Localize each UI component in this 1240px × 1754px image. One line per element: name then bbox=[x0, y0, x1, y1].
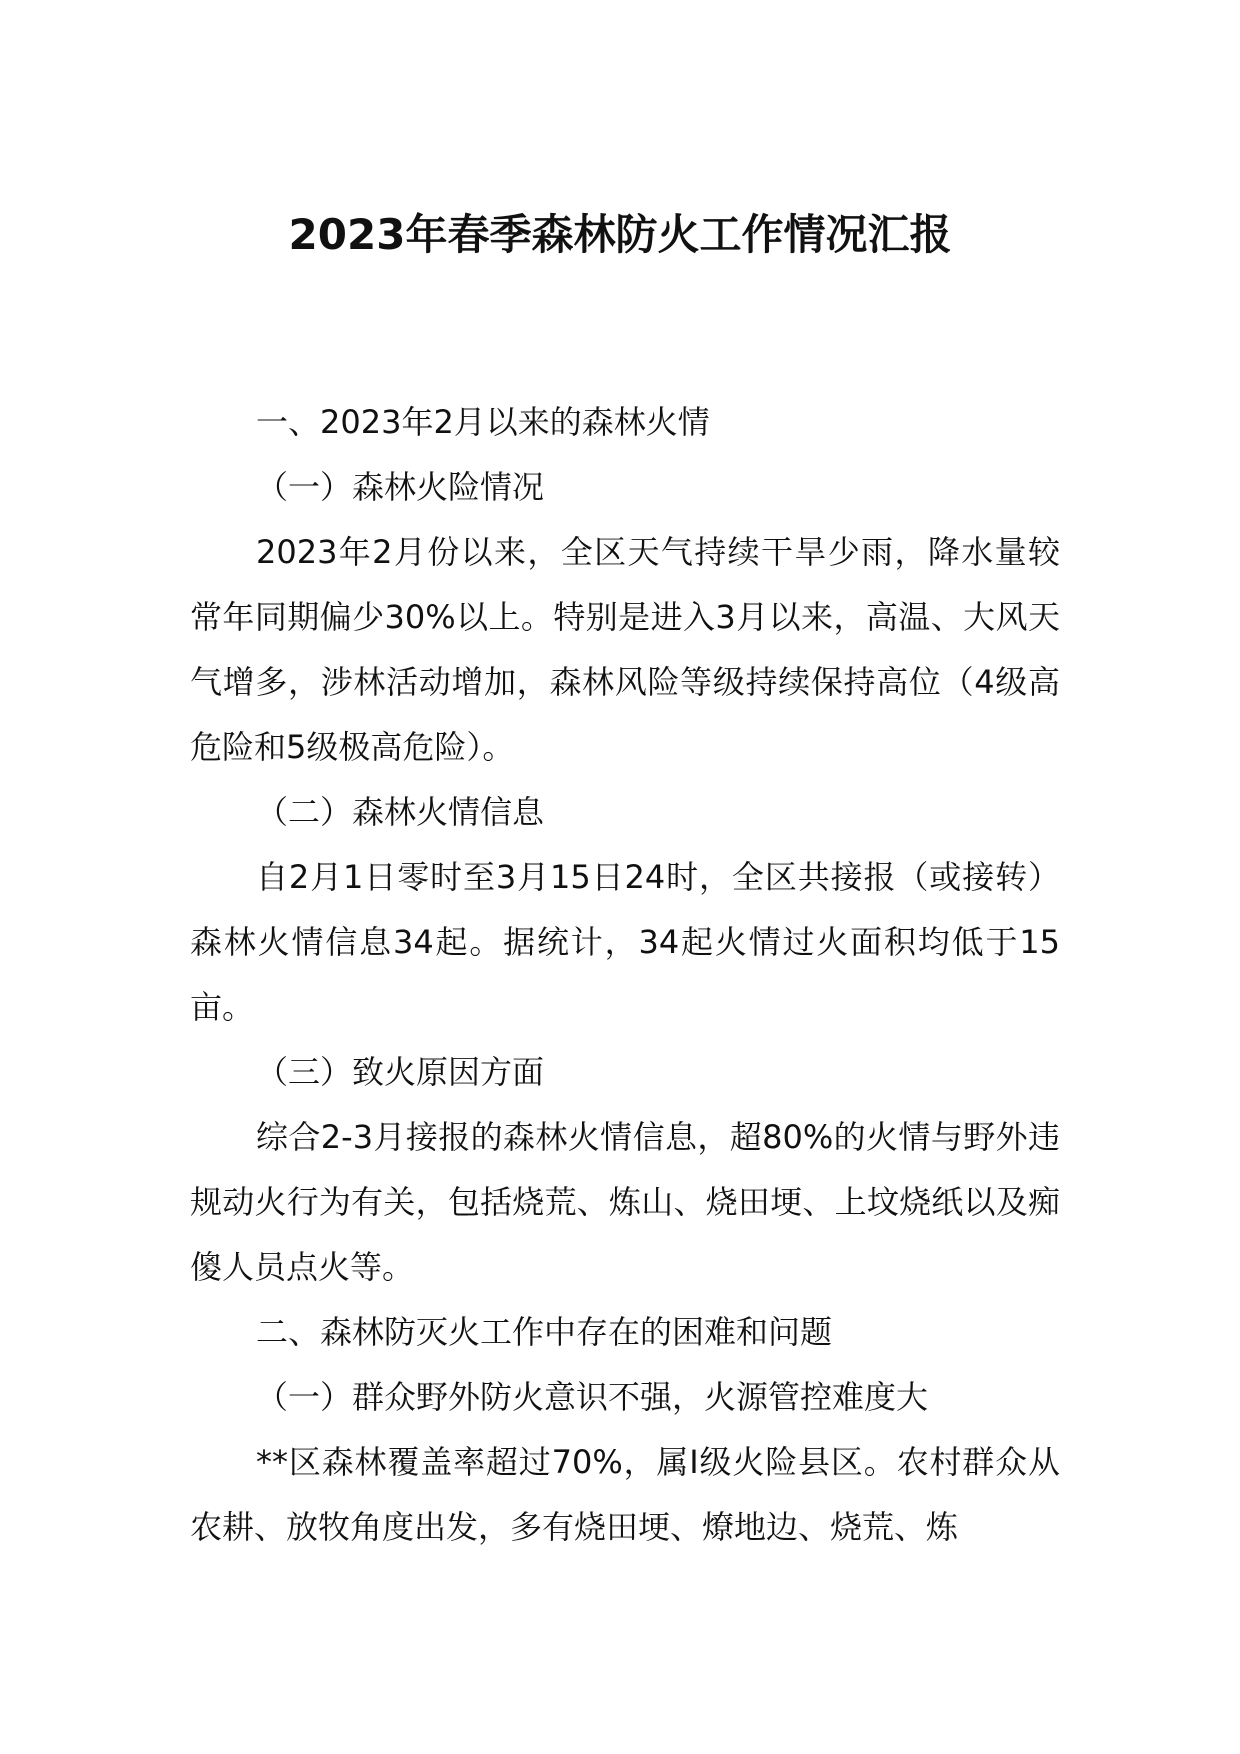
subsection-heading-2-1: （一）群众野外防火意识不强，火源管控难度大 bbox=[256, 1378, 929, 1416]
paragraph-fire-info: 自2月1日零时至3月15日24时，全区共接报（或接转）森林火情信息34起。据统计，34起火情过火面积均低于15亩。 bbox=[190, 858, 1060, 1026]
subsection-heading-1-1: （一）森林火险情况 bbox=[256, 468, 545, 506]
subsection-heading-1-2: （二）森林火情信息 bbox=[256, 793, 545, 831]
paragraph-fire-causes: 综合2-3月接报的森林火情信息，超80%的火情与野外违规动火行为有关，包括烧荒、炼山、烧田埂、上坟烧纸以及痴傻人员点火等。 bbox=[190, 1118, 1060, 1286]
paragraph-fire-risk: 2023年2月份以来，全区天气持续干旱少雨，降水量较常年同期偏少30%以上。特别是进入3月以来，高温、大风天气增多，涉林活动增加，森林风险等级持续保持高位（4级高危险和5级极高危险）。 bbox=[190, 533, 1060, 766]
document-title: 2023年春季森林防火工作情况汇报 bbox=[288, 210, 952, 259]
subsection-heading-1-3: （三）致火原因方面 bbox=[256, 1053, 545, 1091]
paragraph-awareness: **区森林覆盖率超过70%，属I级火险县区。农村群众从农耕、放牧角度出发，多有烧田埂、燎地边、烧荒、炼 bbox=[190, 1443, 1060, 1546]
section-heading-1: 一、2023年2月以来的森林火情 bbox=[256, 403, 710, 441]
document-body bbox=[190, 390, 1060, 1560]
section-heading-2: 二、森林防灭火工作中存在的困难和问题 bbox=[256, 1313, 833, 1351]
